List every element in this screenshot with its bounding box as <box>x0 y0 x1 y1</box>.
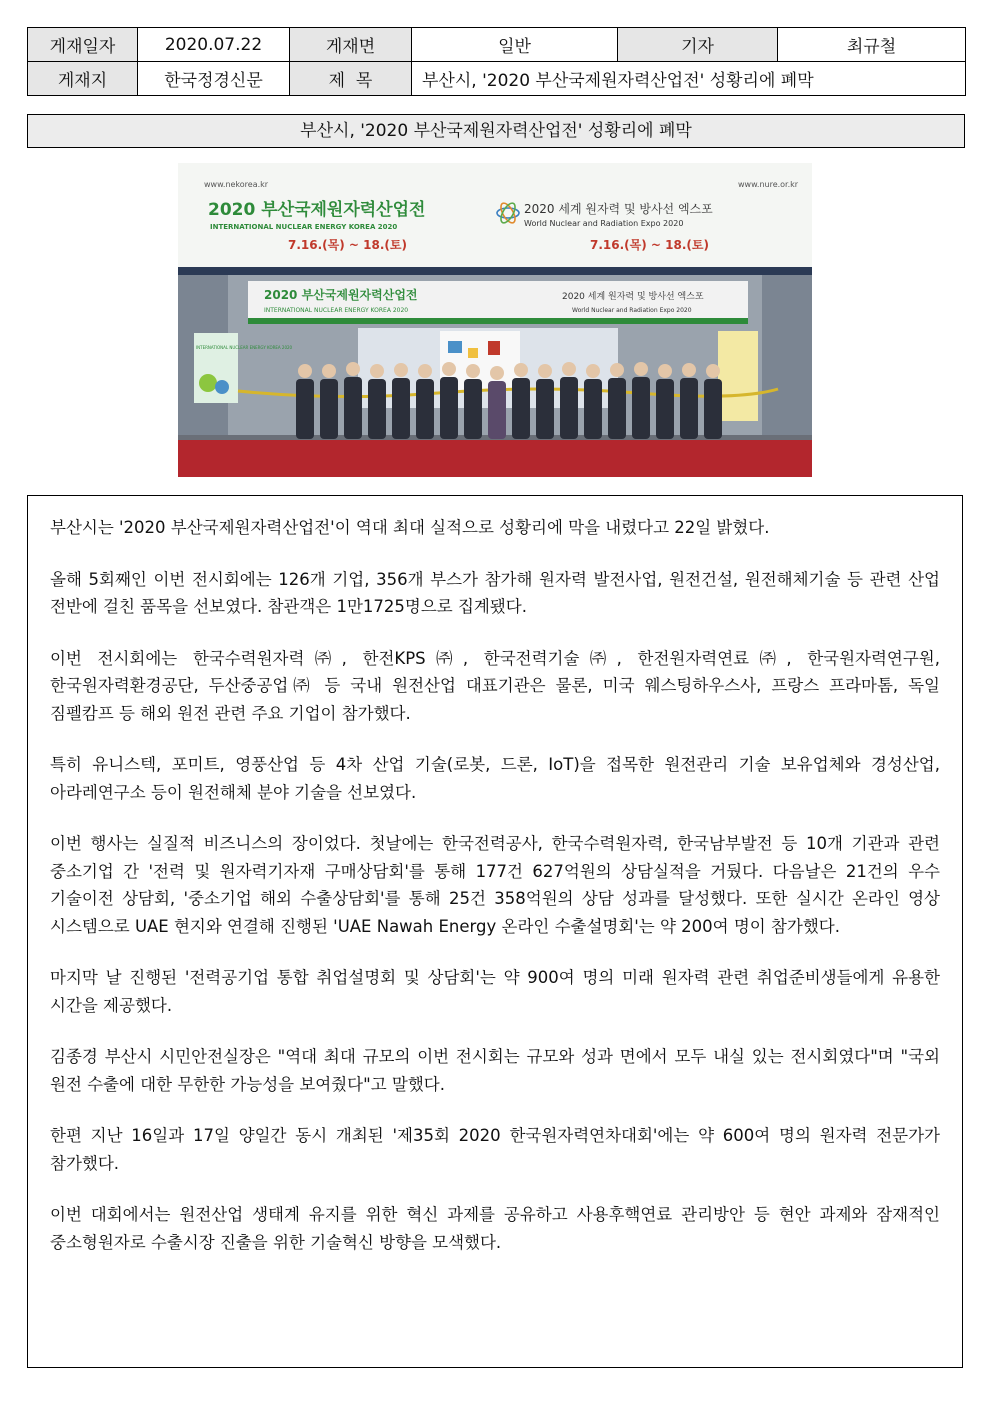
paragraph: 이번 대회에서는 원전산업 생태계 유지를 위한 혁신 과제를 공유하고 사용후핵연료 관리방안 등 현안 과제와 잠재적인 중소형원자로 수출시장 진출을 위한 기술혁신 방향을 모색했다. <box>50 1205 940 1252</box>
date-label: 게재일자 <box>28 28 138 62</box>
date-value: 2020.07.22 <box>138 28 290 62</box>
reporter-value: 최규철 <box>778 28 966 62</box>
side-sign: INTERNATIONAL NUCLEAR ENERGY KOREA 2020 <box>196 345 293 350</box>
reporter-label: 기자 <box>618 28 778 62</box>
paragraph: 부산시는 '2020 부산국제원자력산업전'이 역대 최대 실적으로 성황리에 막을 내렸다고 22일 밝혔다. <box>50 518 770 537</box>
paragraph: 특히 유니스텍, 포미트, 영풍산업 등 4차 산업 기술(로봇, 드론, IoT)을 접목한 원전관리 기술 보유업체와 경성산업, 아라레연구소 등이 원전해체 분야 기술을 선보였다. <box>50 755 940 802</box>
gate-left-title: 2020 부산국제원자력산업전 <box>264 288 418 302</box>
banner-left-dates: 7.16.(목) ~ 18.(토) <box>288 238 407 252</box>
paper-label: 게재지 <box>28 62 138 96</box>
meta-row-1 <box>28 28 966 62</box>
paragraph: 올해 5회째인 이번 전시회에는 126개 기업, 356개 부스가 참가해 원자력 발전사업, 원전건설, 원전해체기술 등 관련 산업 전반에 걸친 품목을 선보였다. 참관객은 1만1725명으로 집계됐다. <box>50 569 940 616</box>
banner-left-sub: INTERNATIONAL NUCLEAR ENERGY KOREA 2020 <box>210 223 398 231</box>
paragraph: 한편 지난 16일과 17일 양일간 동시 개최된 '제35회 2020 한국원자력연차대회'에는 약 600여 명의 원자력 전문가가 참가했다. <box>50 1126 940 1173</box>
paragraph: 이번 전시회에는 한국수력원자력㈜, 한전KPS㈜, 한국전력기술㈜, 한전원자력연료㈜, 한국원자력연구원, 한국원자력환경공단, 두산중공업㈜ 등 국내 원전산업 대표기관은 물론, 미국 웨스팅하우스사, 프랑스 프라마톰, 독일 짐펠캄프 등 해외 원전 관련 주요 기업이 참가했다. <box>50 648 940 723</box>
banner-right-title: 2020 세계 원자력 및 방사선 엑스포 <box>524 202 713 216</box>
banner-url-left: www.nekorea.kr <box>204 180 269 189</box>
banner-left-title: 2020 부산국제원자력산업전 <box>208 200 426 220</box>
publication-info-table <box>27 27 966 96</box>
paper-value: 한국정경신문 <box>138 62 290 96</box>
meta-row-2 <box>28 62 966 96</box>
paragraph: 이번 행사는 실질적 비즈니스의 장이었다. 첫날에는 한국전력공사, 한국수력원자력, 한국남부발전 등 10개 기관과 관련 중소기업 간 '전력 및 원자력기자재 구매상담회'를 통해 177건 627억원의 상담실적을 거뒀다. 다음날은 21건의 우수 기술이전 상담회, '중소기업 해외 수출상담회'를 통해 25건 358억원의 상담 성과를 달성했다. 또한 실시간 온라인 영상 시스템으로 UAE 현지와 연결해 진행된 'UAE Nawah Energy 온라인 수출설명회'는 약 200여 명이 참가했다. <box>50 834 940 936</box>
title-value: 부산시, '2020 부산국제원자력산업전' 성황리에 폐막 <box>412 62 966 96</box>
article-body <box>27 495 963 1368</box>
article-headline: 부산시, '2020 부산국제원자력산업전' 성황리에 폐막 <box>27 114 965 148</box>
banner-right-sub: World Nuclear and Radiation Expo 2020 <box>524 219 684 228</box>
event-photo <box>178 163 812 477</box>
gate-right-title: 2020 세계 원자력 및 방사선 엑스포 <box>562 292 704 302</box>
section-value: 일반 <box>412 28 618 62</box>
paragraph: 마지막 날 진행된 '전력공기업 통합 취업설명회 및 상담회'는 약 900여 명의 미래 원자력 관련 취업준비생들에게 유용한 시간을 제공했다. <box>50 968 940 1015</box>
banner-url-right: www.nure.or.kr <box>738 180 799 189</box>
title-label: 제 목 <box>290 62 412 96</box>
banner-right-dates: 7.16.(목) ~ 18.(토) <box>590 238 709 252</box>
paragraph: 김종경 부산시 시민안전실장은 "역대 최대 규모의 이번 전시회는 규모와 성과 면에서 모두 내실 있는 전시회였다"며 "국외 원전 수출에 대한 무한한 가능성을 보여줬다"고 말했다. <box>50 1047 940 1094</box>
section-label: 게재면 <box>290 28 412 62</box>
gate-left-sub: INTERNATIONAL NUCLEAR ENERGY KOREA 2020 <box>264 307 409 314</box>
gate-right-sub: World Nuclear and Radiation Expo 2020 <box>572 307 692 314</box>
